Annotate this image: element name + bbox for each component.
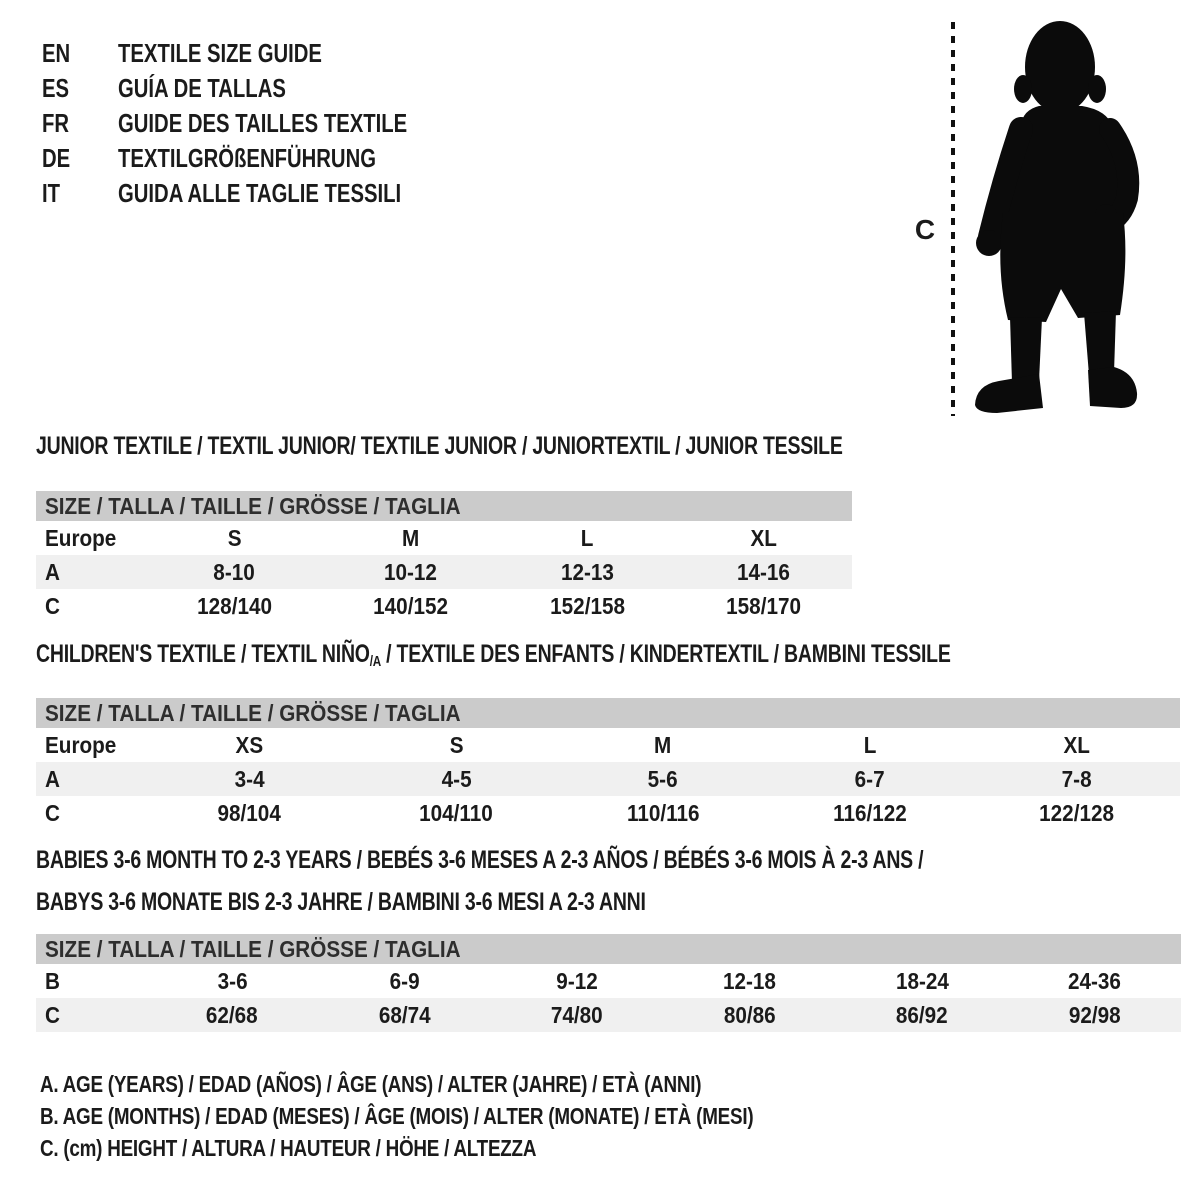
size-cell-text: 98/104 — [217, 800, 282, 826]
language-list — [42, 36, 489, 211]
size-cell-text: L — [580, 525, 594, 551]
size-cell-text: 92/98 — [1068, 1002, 1121, 1028]
table-row — [36, 555, 852, 589]
language-code-text: DE — [42, 143, 71, 173]
measure-c-label: C — [914, 214, 936, 245]
size-cell-text: 14-16 — [737, 559, 791, 585]
size-cell — [353, 728, 560, 762]
table-header: SIZE / TALLA / TAILLE / GRÖSSE / TAGLIA — [36, 934, 1181, 964]
size-cell — [836, 964, 1009, 998]
language-code — [42, 73, 118, 104]
language-code-text: FR — [42, 108, 70, 138]
size-cell — [973, 762, 1180, 796]
language-row — [42, 141, 489, 176]
row-label — [36, 728, 146, 762]
size-cell — [499, 555, 676, 589]
size-cell — [1009, 998, 1182, 1032]
babies-textile-section — [36, 846, 1181, 1032]
language-title-text: TEXTILE SIZE GUIDE — [118, 38, 322, 68]
size-cell — [766, 762, 973, 796]
size-cell — [499, 521, 676, 555]
size-cell-text: 74/80 — [551, 1002, 604, 1028]
footnote-line — [40, 1132, 910, 1164]
row-label — [36, 521, 146, 555]
size-cell — [676, 521, 853, 555]
size-cell-text: 86/92 — [896, 1002, 949, 1028]
table-row — [36, 796, 1180, 830]
size-cell-text: 10-12 — [384, 559, 438, 585]
language-title-text: GUIDA ALLE TAGLIE TESSILI — [118, 178, 402, 208]
size-cell-text: 6-9 — [389, 968, 420, 994]
table-header: SIZE / TALLA / TAILLE / GRÖSSE / TAGLIA — [36, 698, 1180, 728]
footnote-line — [40, 1068, 910, 1100]
row-label-text: C — [45, 1002, 60, 1028]
row-label-text: Europe — [45, 525, 117, 551]
table-row — [36, 762, 1180, 796]
size-cell — [319, 998, 492, 1032]
row-label-text: A — [45, 559, 60, 585]
size-table — [36, 934, 1181, 1032]
size-cell-text: 62/68 — [206, 1002, 259, 1028]
size-cell — [560, 796, 767, 830]
size-cell — [491, 998, 664, 1032]
row-label-text: A — [45, 766, 60, 792]
size-cell — [1009, 964, 1182, 998]
toddler-silhouette-svg — [905, 14, 1165, 428]
language-title-text: GUÍA DE TALLAS — [118, 73, 286, 103]
language-code — [42, 38, 118, 69]
row-label-text: Europe — [45, 732, 117, 758]
size-cell-text: XL — [1063, 732, 1090, 758]
size-cell — [146, 589, 323, 623]
section-title-line2: BABYS 3-6 MONATE BIS 2-3 JAHRE / BAMBINI 3-6 MESI A 2-3 ANNI — [36, 888, 646, 916]
size-cell — [664, 998, 837, 1032]
row-label — [36, 998, 146, 1032]
size-cell-text: 3-6 — [217, 968, 248, 994]
language-title — [118, 178, 481, 209]
size-cell-text: M — [402, 525, 420, 551]
table-row — [36, 998, 1181, 1032]
language-code — [42, 143, 118, 174]
size-cell — [664, 964, 837, 998]
row-label — [36, 796, 146, 830]
size-cell-text: 3-4 — [234, 766, 265, 792]
footnote-line — [40, 1100, 910, 1132]
size-cell — [146, 964, 319, 998]
table-row — [36, 728, 1180, 762]
size-cell — [766, 796, 973, 830]
section-title: CHILDREN'S TEXTILE / TEXTIL $NIÑO_{/A}$ / TEXTILE DES ENFANTS / KINDERTEXTIL / BAMBINI TESSILE — [36, 640, 951, 670]
size-cell — [560, 762, 767, 796]
size-cell — [766, 728, 973, 762]
size-cell — [146, 762, 353, 796]
size-cell-text: L — [863, 732, 877, 758]
language-row — [42, 36, 489, 71]
size-cell — [323, 589, 500, 623]
size-cell — [353, 762, 560, 796]
section-title: JUNIOR TEXTILE / TEXTIL JUNIOR/ TEXTILE JUNIOR / JUNIORTEXTIL / JUNIOR TESSILE — [36, 432, 843, 460]
row-label-text: C — [45, 593, 60, 619]
language-code-text: ES — [42, 73, 70, 103]
toddler-silhouette — [975, 21, 1137, 413]
size-cell-text: 4-5 — [441, 766, 472, 792]
size-cell-text: M — [654, 732, 672, 758]
size-cell-text: 8-10 — [213, 559, 255, 585]
size-cell-text: 12-18 — [723, 968, 777, 994]
height-measure-figure — [905, 14, 1165, 428]
language-title — [118, 38, 379, 69]
size-cell-text: S — [227, 525, 242, 551]
row-label-text: B — [45, 968, 60, 994]
size-cell-text: 6-7 — [854, 766, 885, 792]
size-cell-text: XS — [235, 732, 264, 758]
size-cell-text: 5-6 — [648, 766, 678, 792]
size-cell-text: 18-24 — [895, 968, 949, 994]
size-table — [36, 491, 852, 623]
row-label — [36, 762, 146, 796]
footnote-text: B. AGE (MONTHS) / EDAD (MESES) / ÂGE (MOIS) / ALTER (MONATE) / ETÀ (MESI) — [40, 1103, 754, 1129]
section-title: BABIES 3-6 MONTH TO 2-3 YEARS / BEBÉS 3-6 MESES A 2-3 AÑOS / BÉBÉS 3-6 MOIS À 2-3 ANS / — [36, 846, 924, 874]
row-label — [36, 555, 146, 589]
table-row — [36, 521, 852, 555]
size-cell-text: 24-36 — [1068, 968, 1122, 994]
size-cell-text: 128/140 — [196, 593, 272, 619]
footnote-text: A. AGE (YEARS) / EDAD (AÑOS) / ÂGE (ANS) / ALTER (JAHRE) / ETÀ (ANNI) — [40, 1071, 702, 1097]
language-code — [42, 108, 118, 139]
size-cell — [323, 555, 500, 589]
language-code-text: IT — [42, 178, 61, 208]
junior-textile-section — [36, 432, 852, 623]
size-cell-text: 158/170 — [726, 593, 802, 619]
language-title-text: GUIDE DES TAILLES TEXTILE — [118, 108, 408, 138]
table-row — [36, 589, 852, 623]
language-title — [118, 108, 489, 139]
size-cell — [146, 998, 319, 1032]
size-cell-text: 80/86 — [723, 1002, 776, 1028]
language-title-text: TEXTILGRÖßENFÜHRUNG — [118, 143, 376, 173]
size-cell — [491, 964, 664, 998]
size-cell-text: 68/74 — [378, 1002, 431, 1028]
size-cell — [560, 728, 767, 762]
size-cell-text: 7-8 — [1061, 766, 1092, 792]
size-cell — [323, 521, 500, 555]
size-cell-text: 116/122 — [832, 800, 907, 826]
size-cell — [499, 589, 676, 623]
children-textile-section — [36, 640, 1180, 830]
language-title — [118, 73, 333, 104]
language-code-text: EN — [42, 38, 71, 68]
size-cell — [973, 728, 1180, 762]
row-label-text: C — [45, 800, 60, 826]
language-title — [118, 143, 449, 174]
size-cell — [146, 521, 323, 555]
size-cell — [836, 998, 1009, 1032]
size-cell — [676, 589, 853, 623]
table-header: SIZE / TALLA / TAILLE / GRÖSSE / TAGLIA — [36, 491, 852, 521]
language-row — [42, 71, 489, 106]
footnotes — [40, 1068, 910, 1164]
size-table — [36, 698, 1180, 830]
size-cell-text: 110/116 — [626, 800, 700, 826]
language-row — [42, 106, 489, 141]
row-label — [36, 964, 146, 998]
size-cell-text: S — [449, 732, 464, 758]
size-cell-text: 140/152 — [373, 593, 449, 619]
footnote-text: C. (cm) HEIGHT / ALTURA / HAUTEUR / HÖHE / ALTEZZA — [40, 1135, 537, 1161]
size-cell — [146, 555, 323, 589]
size-cell — [319, 964, 492, 998]
row-label — [36, 589, 146, 623]
size-cell-text: 12-13 — [560, 559, 614, 585]
size-cell-text: 152/158 — [549, 593, 625, 619]
language-code — [42, 178, 118, 209]
size-cell — [676, 555, 853, 589]
size-cell — [146, 796, 353, 830]
size-cell — [353, 796, 560, 830]
size-cell — [973, 796, 1180, 830]
language-row — [42, 176, 489, 211]
size-cell-text: 122/128 — [1039, 800, 1114, 826]
size-cell-text: XL — [750, 525, 777, 551]
size-cell-text: 9-12 — [556, 968, 598, 994]
size-cell — [146, 728, 353, 762]
size-cell-text: 104/110 — [419, 800, 494, 826]
table-row — [36, 964, 1181, 998]
